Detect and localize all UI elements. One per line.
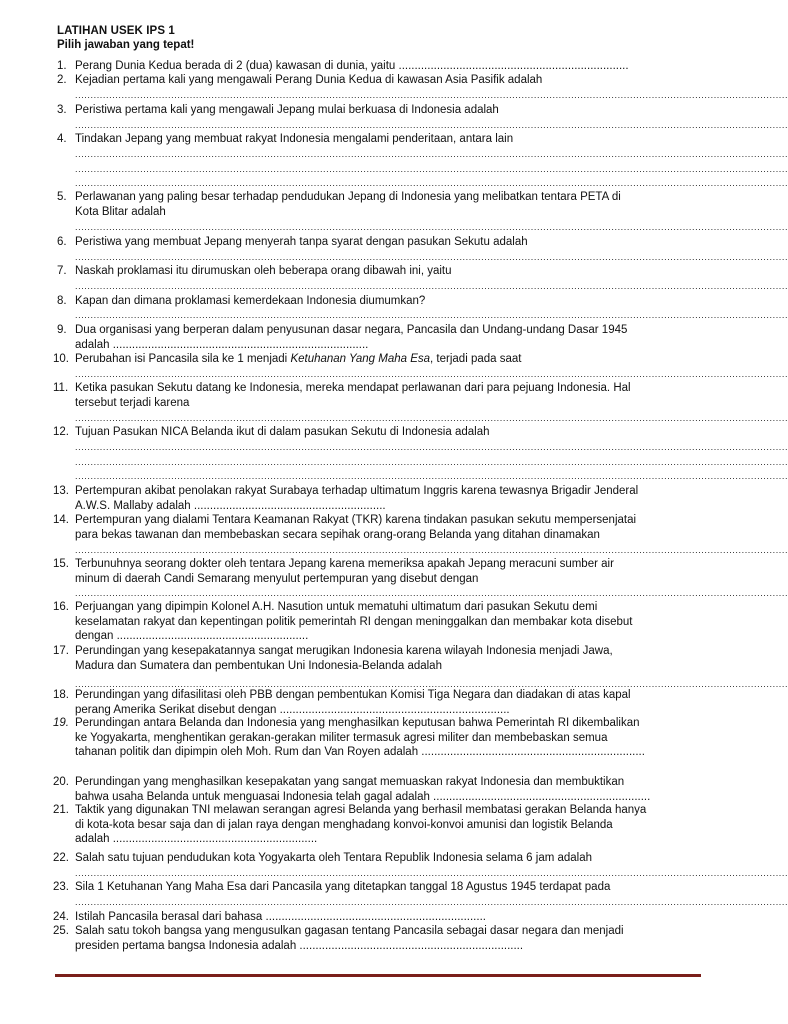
answer-line[interactable]: ...................................................................................................................................................................................................................................... bbox=[75, 252, 788, 262]
question-text: di kota-kota besar saja dan di jalan raya dengan menghadang konvoi-konvoi amunisi dan logistik Belanda bbox=[75, 818, 613, 831]
answer-line[interactable]: ...................................................................................................................................................................................................................................... bbox=[75, 413, 788, 423]
answer-line[interactable]: ...................................................................................................................................................................................................................................... bbox=[75, 164, 788, 174]
question-text: Tindakan Jepang yang membuat rakyat Indonesia mengalami penderitaan, antara lain bbox=[75, 133, 514, 145]
question-number: 21. bbox=[53, 804, 69, 816]
question-number: 5. bbox=[57, 191, 67, 203]
answer-line[interactable]: ...................................................................................................................................................................................................................................... bbox=[75, 149, 788, 159]
footer-rule bbox=[55, 974, 701, 977]
answer-line[interactable]: ...................................................................................................................................................................................................................................... bbox=[75, 471, 788, 481]
question-number: 6. bbox=[57, 236, 67, 248]
question-text: Pertempuran yang dialami Tentara Keamanan Rakyat (TKR) karena tindakan pasukan sekutu mempersenjatai bbox=[75, 514, 637, 526]
question-number: 22. bbox=[53, 852, 69, 864]
question-text: Perundingan antara Belanda dan Indonesia yang menghasilkan keputusan bahwa Pemerintah RI dikembalikan bbox=[75, 717, 640, 729]
question-text: Perundingan yang kesepakatannya sangat merugikan Indonesia karena wilayah Indonesia menjadi Jawa, bbox=[75, 645, 613, 657]
question-number: 16. bbox=[53, 601, 69, 613]
question-text: Kota Blitar adalah bbox=[75, 205, 166, 218]
question-text: dengan ............................................................ bbox=[75, 630, 309, 643]
question-text bbox=[75, 352, 701, 367]
question-text: tersebut terjadi karena bbox=[75, 396, 190, 409]
question-number: 4. bbox=[57, 133, 67, 145]
question-number: 17. bbox=[53, 645, 69, 657]
question-text: tahanan politik dan dipimpin oleh Moh. Rum dan Van Royen adalah ...................................................................... bbox=[75, 746, 645, 759]
question-text: ke Yogyakarta, menghentikan gerakan-gerakan militer termasuk agresi militer dan membebaskan semua bbox=[75, 731, 608, 744]
answer-line[interactable]: ...................................................................................................................................................................................................................................... bbox=[75, 868, 788, 878]
question-text: keselamatan rakyat dan kepentingan politik pemerintah RI dengan meninggalkan dan membakar kota disebut bbox=[75, 615, 633, 628]
question-number: 2. bbox=[57, 74, 67, 86]
question-text-part: Perubahan isi Pancasila sila ke 1 menjadi bbox=[75, 353, 291, 365]
question-text: Perundingan yang difasilitasi oleh PBB dengan pembentukan Komisi Tiga Negara dan diadakan di atas kapal bbox=[75, 689, 631, 701]
question-text: perang Amerika Serikat disebut dengan ........................................................................ bbox=[75, 703, 510, 716]
answer-line[interactable]: ...................................................................................................................................................................................................................................... bbox=[75, 369, 788, 379]
answer-line[interactable]: ...................................................................................................................................................................................................................................... bbox=[75, 222, 788, 232]
question-text: Perundingan yang menghasilkan kesepakatan yang sangat memuaskan rakyat Indonesia dan membuktikan bbox=[75, 776, 625, 788]
question-text: minum di daerah Candi Semarang menyulut pertempuran yang disebut dengan bbox=[75, 572, 479, 585]
question-number: 23. bbox=[53, 881, 69, 893]
question-number: 24. bbox=[53, 911, 69, 923]
question-text: Kejadian pertama kali yang mengawali Perang Dunia Kedua di kawasan Asia Pasifik adalah bbox=[75, 74, 543, 86]
question-text: adalah ................................................................................ bbox=[75, 338, 369, 351]
question-text: Tujuan Pasukan NICA Belanda ikut di dalam pasukan Sekutu di Indonesia adalah bbox=[75, 426, 490, 438]
answer-line[interactable]: ...................................................................................................................................................................................................................................... bbox=[75, 310, 788, 320]
question-text-italic: Ketuhanan Yang Maha Esa bbox=[290, 353, 431, 365]
question-number: 20. bbox=[53, 776, 69, 788]
question-text: bahwa usaha Belanda untuk menguasai Indonesia telah gagal adalah .................................................................... bbox=[75, 790, 651, 803]
answer-line[interactable]: ...................................................................................................................................................................................................................................... bbox=[75, 442, 788, 452]
question-text: Taktik yang digunakan TNI melawan serangan agresi Belanda yang berhasil membatasi gerakan Belanda hanya bbox=[75, 804, 647, 816]
question-text: Terbunuhnya seorang dokter oleh tentara Jepang karena memeriksa apakah Jepang meracuni sumber air bbox=[75, 558, 614, 570]
question-number: 14. bbox=[53, 514, 69, 526]
question-text: Salah satu tokoh bangsa yang mengusulkan gagasan tentang Pancasila sebagai dasar negara dan menjadi bbox=[75, 925, 624, 937]
answer-line[interactable]: ...................................................................................................................................................................................................................................... bbox=[75, 588, 788, 598]
question-number: 11. bbox=[53, 382, 69, 394]
question-text: A.W.S. Mallaby adalah ............................................................ bbox=[75, 499, 386, 512]
question-number: 18. bbox=[53, 689, 69, 701]
question-text: adalah ................................................................ bbox=[75, 833, 318, 846]
answer-line[interactable]: ...................................................................................................................................................................................................................................... bbox=[75, 457, 788, 467]
question-number: 25. bbox=[53, 925, 69, 937]
question-text: Perang Dunia Kedua berada di 2 (dua) kawasan di dunia, yaitu ........................................................................ bbox=[75, 60, 629, 72]
question-number: 1. bbox=[57, 60, 67, 72]
question-text: Peristiwa pertama kali yang mengawali Jepang mulai berkuasa di Indonesia adalah bbox=[75, 104, 499, 116]
question-text: Sila 1 Ketuhanan Yang Maha Esa dari Pancasila yang ditetapkan tanggal 18 Agustus 1945 terdapat pada bbox=[75, 881, 611, 893]
answer-line[interactable]: ...................................................................................................................................................................................................................................... bbox=[75, 281, 788, 291]
question-number: 15. bbox=[53, 558, 69, 570]
question-text: Peristiwa yang membuat Jepang menyerah tanpa syarat dengan pasukan Sekutu adalah bbox=[75, 236, 528, 248]
question-text-part: , terjadi pada saat bbox=[430, 353, 522, 365]
answer-line[interactable]: ...................................................................................................................................................................................................................................... bbox=[75, 90, 788, 100]
question-text: Madura dan Sumatera dan pembentukan Uni Indonesia-Belanda adalah bbox=[75, 659, 442, 672]
question-text: presiden pertama bangsa Indonesia adalah ...................................................................... bbox=[75, 939, 524, 952]
worksheet-title: LATIHAN USEK IPS 1 bbox=[57, 25, 175, 37]
question-text: Kapan dan dimana proklamasi kemerdekaan Indonesia diumumkan? bbox=[75, 295, 426, 307]
answer-line[interactable]: ...................................................................................................................................................................................................................................... bbox=[75, 897, 788, 907]
answer-line[interactable]: ...................................................................................................................................................................................................................................... bbox=[75, 178, 788, 188]
question-number: 12. bbox=[53, 426, 69, 438]
question-number: 9. bbox=[57, 324, 67, 336]
question-text: Istilah Pancasila berasal dari bahasa ..................................................................... bbox=[75, 911, 486, 923]
answer-line[interactable]: ...................................................................................................................................................................................................................................... bbox=[75, 120, 788, 130]
question-text: Dua organisasi yang berperan dalam penyusunan dasar negara, Pancasila dan Undang-undang Dasar 1945 bbox=[75, 324, 628, 336]
question-number: 19. bbox=[53, 717, 69, 729]
question-number: 7. bbox=[57, 265, 67, 277]
answer-line[interactable]: ...................................................................................................................................................................................................................................... bbox=[75, 545, 788, 555]
question-text: Ketika pasukan Sekutu datang ke Indonesia, mereka mendapat perlawanan dari para pejuang Indonesia. Hal bbox=[75, 382, 631, 394]
question-text: Perlawanan yang paling besar terhadap pendudukan Jepang di Indonesia yang melibatkan tentara PETA di bbox=[75, 191, 621, 203]
question-text: para bekas tawanan dan membebaskan secara sepihak orang-orang Belanda yang ditahan dinamakan bbox=[75, 528, 600, 541]
question-text: Salah satu tujuan pendudukan kota Yogyakarta oleh Tentara Republik Indonesia selama 6 jam adalah bbox=[75, 852, 593, 864]
question-number: 3. bbox=[57, 104, 67, 116]
worksheet-instruction: Pilih jawaban yang tepat! bbox=[57, 39, 195, 51]
question-number: 10. bbox=[53, 353, 69, 365]
question-text: Perjuangan yang dipimpin Kolonel A.H. Nasution untuk mematuhi ultimatum dari pasukan Sekutu demi bbox=[75, 601, 598, 613]
question-text: Naskah proklamasi itu dirumuskan oleh beberapa orang dibawah ini, yaitu bbox=[75, 265, 452, 277]
question-number: 13. bbox=[53, 485, 69, 497]
question-number: 8. bbox=[57, 295, 67, 307]
answer-line[interactable]: ...................................................................................................................................................................................................................................... bbox=[75, 679, 788, 689]
question-text: Pertempuran akibat penolakan rakyat Surabaya terhadap ultimatum Inggris karena tewasnya Brigadir Jenderal bbox=[75, 485, 639, 497]
